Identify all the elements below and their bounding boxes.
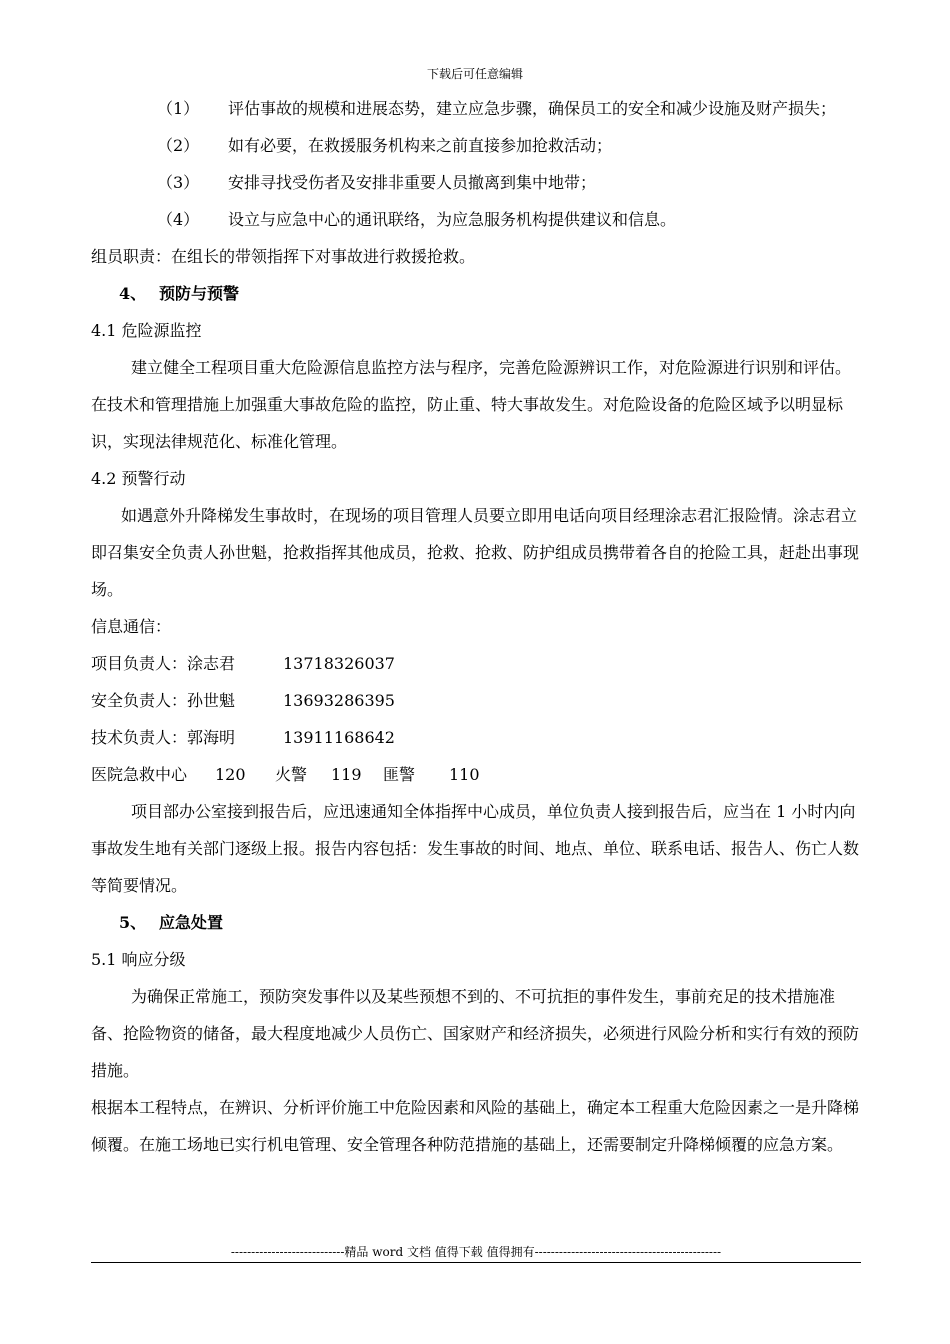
paragraph: 根据本工程特点，在辨识、分析评价施工中危险因素和风险的基础上，确定本工程重大危险因素之一是升降梯倾覆。在施工场地已实行机电管理、安全管理各种防范措施的基础上，还需要制定升降梯倾覆的应急方案。	[91, 1098, 860, 1154]
subsection-title: 4.2 预警行动	[91, 469, 186, 488]
contact-phone: 13718326037	[283, 654, 395, 673]
fire-number: 119	[331, 765, 362, 784]
subsection-title: 4.1 危险源监控	[91, 321, 202, 340]
section-heading	[91, 275, 861, 312]
list-item-text: 安排寻找受伤者及安排非重要人员撤离到集中地带；	[228, 173, 597, 192]
list-item	[91, 164, 861, 201]
member-duty: 组员职责：在组长的带领指挥下对事故进行救援抢救。	[91, 247, 476, 266]
list-item-text: 评估事故的规模和进展态势，建立应急步骤，确保员工的安全和减少设施及财产损失；	[228, 99, 837, 118]
contact-label: 项目负责人：涂志君	[91, 654, 236, 673]
list-item-number: （3）	[157, 173, 200, 192]
contact-phone: 13911168642	[283, 728, 395, 747]
fire-label: 火警	[275, 765, 308, 784]
hospital-label: 医院急救中心	[91, 765, 188, 784]
section-title: 应急处置	[159, 913, 224, 932]
section-number: 5、	[119, 913, 147, 932]
paragraph: 建立健全工程项目重大危险源信息监控方法与程序，完善危险源辨识工作，对危险源进行识别和评估。在技术和管理措施上加强重大事故危险的监控，防止重、特大事故发生。对危险设备的危险区域予以明显标识，实现法律规范化、标准化管理。	[91, 358, 852, 451]
police-label: 匪警	[383, 765, 416, 784]
page-header: 下载后可任意编辑	[426, 67, 523, 81]
contact-label: 安全负责人：孙世魁	[91, 691, 236, 710]
contact-row	[91, 645, 861, 682]
list-item-text: 如有必要，在救援服务机构来之前直接参加抢救活动；	[228, 136, 613, 155]
footer-divider	[91, 1262, 861, 1263]
list-item-number: （4）	[157, 210, 200, 229]
document-body	[91, 90, 861, 1163]
police-number: 110	[449, 765, 480, 784]
subsection-title: 5.1 响应分级	[91, 950, 186, 969]
list-item	[91, 127, 861, 164]
info-title: 信息通信：	[91, 617, 172, 636]
hospital-number: 120	[215, 765, 246, 784]
section-number: 4、	[119, 284, 147, 303]
page-footer: ----------------------------精品 word 文档 值得下载 值得拥有----------------------------------------------	[230, 1245, 722, 1259]
paragraph: 项目部办公室接到报告后，应迅速通知全体指挥中心成员，单位负责人接到报告后，应当在 1 小时内向事故发生地有关部门逐级上报。报告内容包括：发生事故的时间、地点、单位、联系电话、报告人、伤亡人数等简要情况。	[91, 802, 860, 895]
contact-label: 技术负责人：郭海明	[91, 728, 236, 747]
section-heading	[91, 904, 861, 941]
contact-row	[91, 719, 861, 756]
section-title: 预防与预警	[159, 284, 240, 303]
emergency-numbers	[91, 756, 861, 793]
list-item	[91, 201, 861, 238]
list-item-text: 设立与应急中心的通讯联络，为应急服务机构提供建议和信息。	[228, 210, 677, 229]
list-item-number: （2）	[157, 136, 200, 155]
list-item	[91, 90, 861, 127]
paragraph: 为确保正常施工，预防突发事件以及某些预想不到的、不可抗拒的事件发生，事前充足的技术措施准备、抢险物资的储备，最大程度地减少人员伤亡、国家财产和经济损失，必须进行风险分析和实行有效的预防措施。	[91, 987, 860, 1080]
contact-phone: 13693286395	[283, 691, 395, 710]
list-item-number: （1）	[157, 99, 200, 118]
contact-row	[91, 682, 861, 719]
paragraph: 如遇意外升降梯发生事故时，在现场的项目管理人员要立即用电话向项目经理涂志君汇报险情。涂志君立即召集安全负责人孙世魁，抢救指挥其他成员，抢救、抢救、防护组成员携带着各自的抢险工具，赶赴出事现场。	[91, 506, 860, 599]
